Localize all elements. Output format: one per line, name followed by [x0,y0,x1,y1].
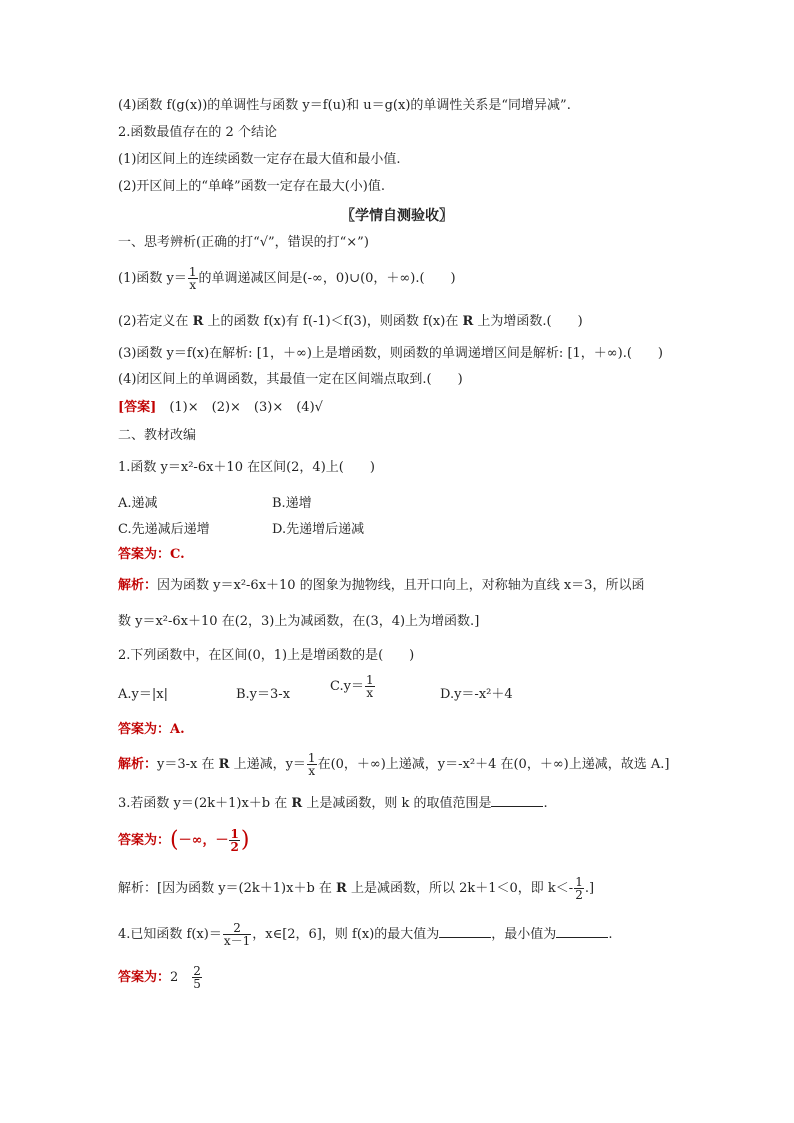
fraction: $\frac{1}{x}$ [188,265,197,292]
fraction: $\frac{1}{2}$ [230,827,239,854]
problem2-analysis: 解析：y＝3-x 在 R 上递减，y＝ $\frac{1}{x}$ 在(0，＋∞)上递减，y＝-x²＋4 在(0，＋∞)上递减，故选 A.] [118,751,670,778]
fraction: $\frac{2}{5}$ [193,964,201,991]
part1-heading: 一、思考辨析(正确的打“√”，错误的打“×”) [118,235,369,250]
right-paren: ) [240,827,250,853]
problem2-answer: 答案为：A. [118,722,185,737]
problem2-question: 2.下列函数中，在区间(0，1)上是增函数的是( ) [118,648,415,663]
blank [491,794,543,807]
problem1-question: 1.函数 y＝x²-6x＋10 在区间(2，4)上( ) [118,460,375,475]
conclusion-2: (2)开区间上的“单峰”函数一定存在最大(小)值. [118,179,385,194]
problem1-answer: 答案为：C. [118,547,185,562]
fraction: $\frac{1}{x}$ [365,673,374,700]
problem2-option-d: D.y＝-x²＋4 [440,687,513,702]
problem4-answer: 答案为：2 $\frac{2}{5}$ [118,964,201,991]
fraction: $\frac{2}{x-1}$ [223,921,251,948]
problem1-option-a: A.递减 [118,496,158,511]
blank [556,925,608,938]
judge-answer: [答案] (1)× (2)× (3)× (4)√ [118,400,323,415]
judge-q2: (2)若定义在 R 上的函数 f(x)有 f(-1)＜f(3)，则函数 f(x)在 R 上为增函数.( ) [118,314,583,329]
judge-q4: (4)闭区间上的单调函数，其最值一定在区间端点取到.( ) [118,372,463,387]
judge-q3: (3)函数 y＝f(x)在解析: [1，＋∞)上是增函数，则函数的单调递增区间是解析: [1，＋∞).( ) [118,346,663,361]
problem1-option-c: C.先递减后递增 [118,522,210,537]
problem2-option-a: A.y＝|x| [118,687,168,702]
problem4-question: 4.已知函数 f(x)＝ $\frac{2}{x-1}$ ，x∈[2，6]，则 f(x)的最大值为 ，最小值为 . [118,921,613,948]
note-heading-2: 2.函数最值存在的 2 个结论 [118,125,277,140]
problem1-option-d: D.先递增后递减 [272,522,365,537]
problem3-analysis: 解析：[因为函数 y＝(2k＋1)x＋b 在 R 上是减函数，所以 2k＋1＜0，即 k＜- $\frac{1}{2}$ .] [118,875,595,902]
blank [439,925,491,938]
problem1-analysis-1: 解析：因为函数 y＝x²-6x＋10 的图象为抛物线，且开口向上，对称轴为直线 x＝3，所以函 [118,578,645,593]
left-paren: ( [170,827,179,853]
fraction: $\frac{1}{2}$ [575,875,583,902]
fraction: $\frac{1}{x}$ [307,751,316,778]
problem3-answer: 答案为：(－∞，－ $\frac{1}{2}$ ) [118,827,250,854]
problem2-option-b: B.y＝3-x [236,687,291,702]
problem2-option-c: C.y＝ $\frac{1}{x}$ [330,673,374,700]
judge-q1: (1)函数 y＝ $\frac{1}{x}$ 的单调递减区间是(-∞，0)∪(0，＋∞).( ) [118,265,456,292]
note-4: (4)函数 f(g(x))的单调性与函数 y＝f(u)和 u＝g(x)的单调性关系是“同增异减”. [118,98,571,113]
problem1-option-b: B.递增 [272,496,312,511]
problem1-analysis-2: 数 y＝x²-6x＋10 在(2，3)上为减函数，在(3，4)上为增函数.] [118,614,480,629]
problem3-question: 3.若函数 y＝(2k＋1)x＋b 在 R 上是减函数，则 k 的取值范围是 . [118,796,548,811]
part2-heading: 二、教材改编 [118,428,197,443]
section-title: 〖学情自测验收〗 [341,208,453,224]
conclusion-1: (1)闭区间上的连续函数一定存在最大值和最小值. [118,152,401,167]
